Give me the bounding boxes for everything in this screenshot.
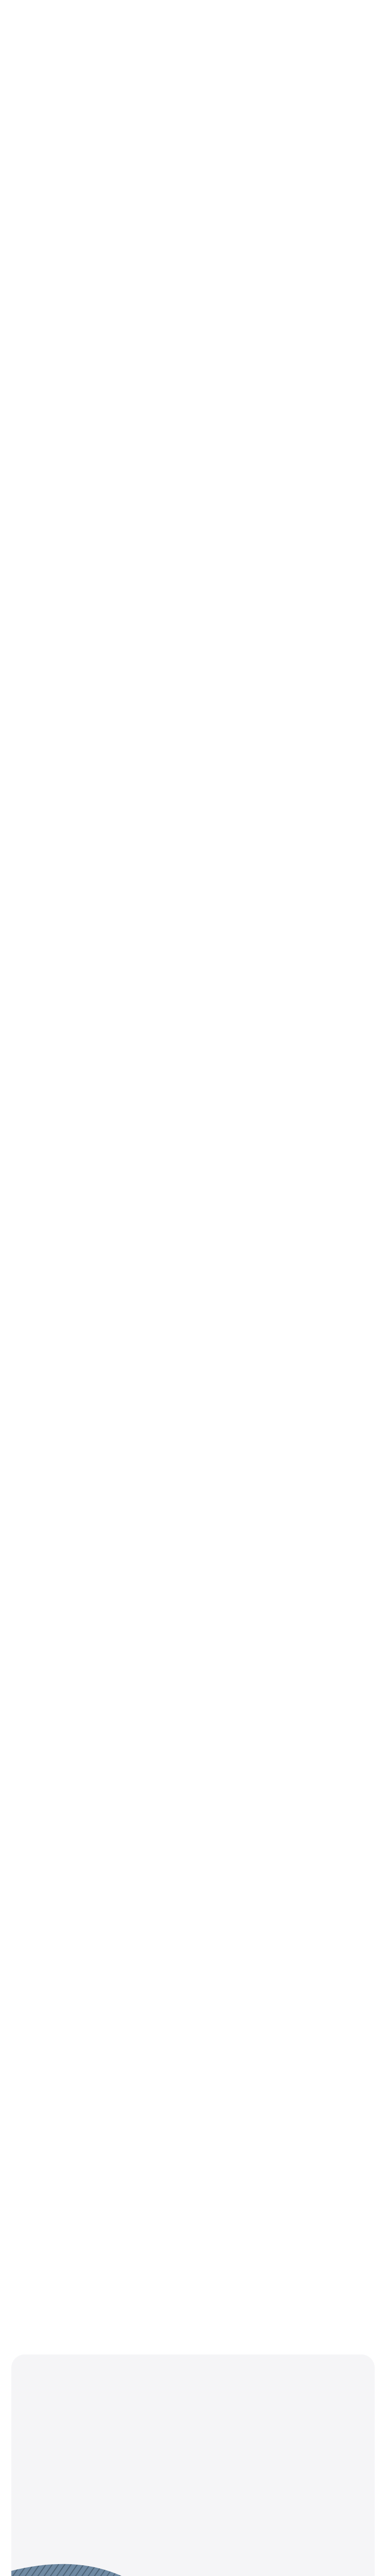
watch-bands-image bbox=[11, 2550, 375, 2576]
bands-promo bbox=[11, 2354, 375, 2576]
